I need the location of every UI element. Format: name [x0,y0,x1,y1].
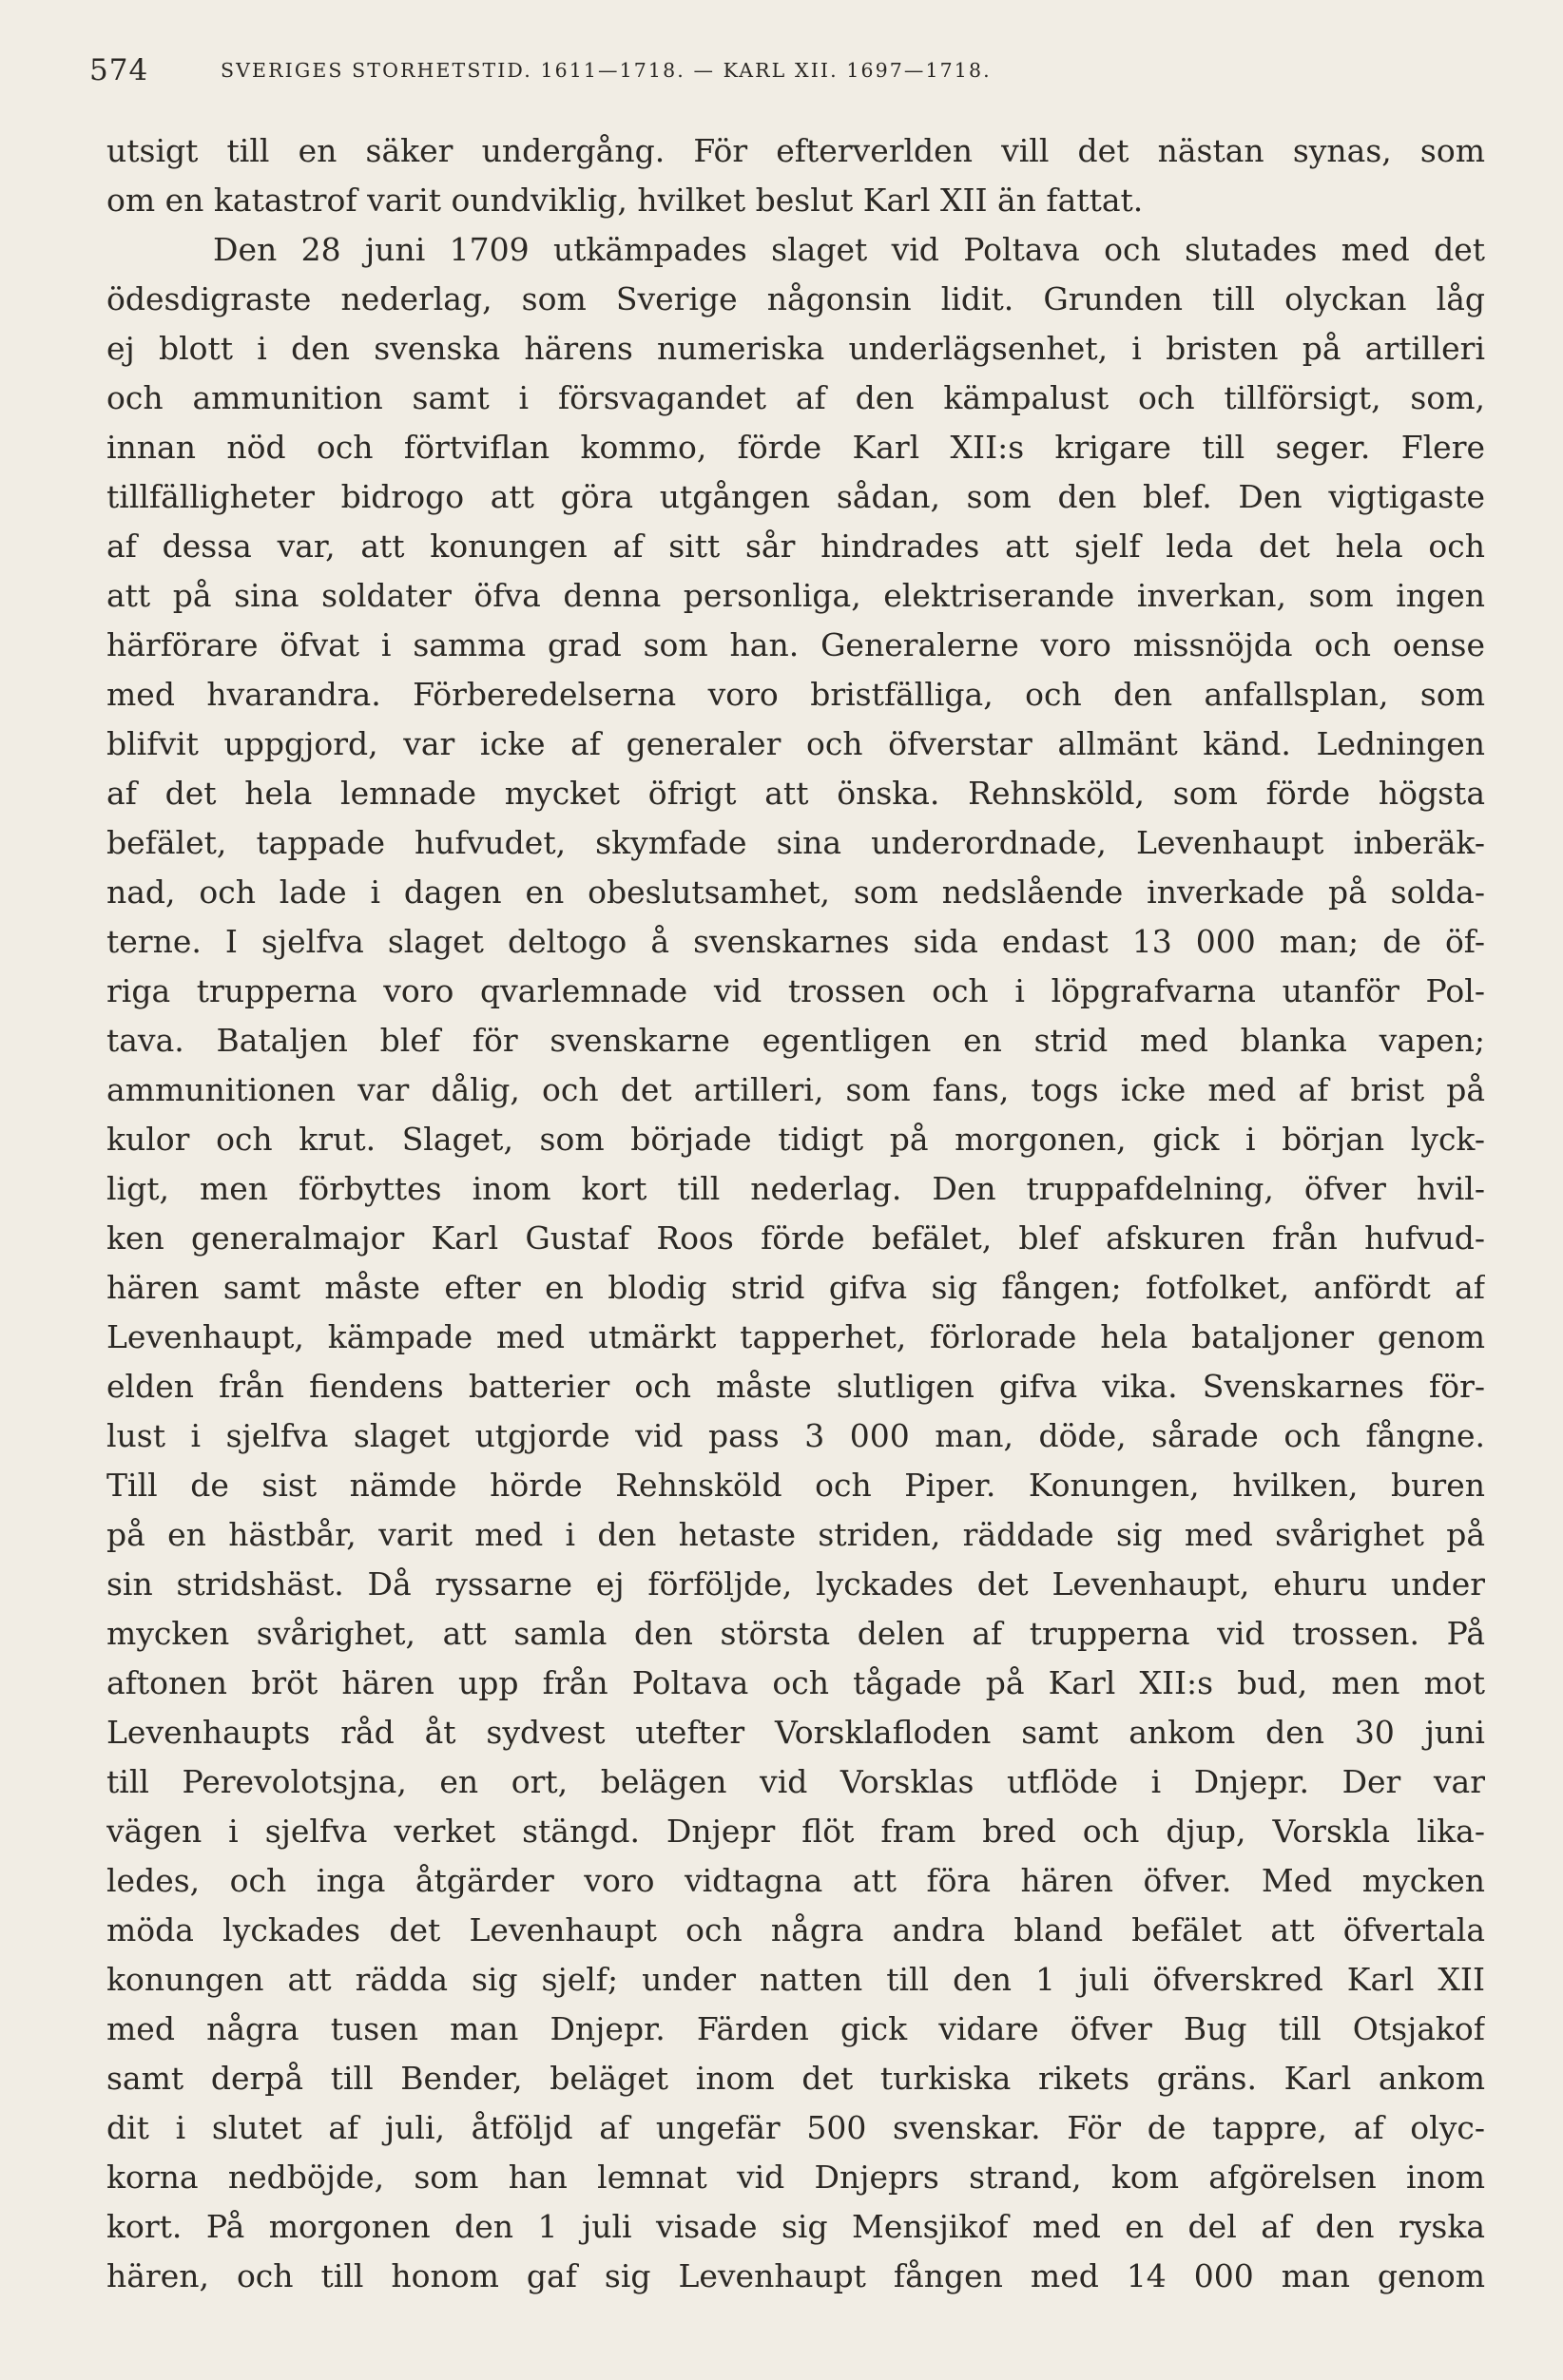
text-line: innan nöd och förtviflan kommo, förde Karl XII:s krigare till seger. Flere [106,429,1485,466]
text-line: ödesdigraste nederlag, som Sverige någonsin lidit. Grunden till olyckan låg [106,280,1485,317]
text-line: konungen att rädda sig sjelf; under natten till den 1 juli öfverskred Karl XII [106,1961,1485,1998]
text-line: möda lyckades det Levenhaupt och några andra bland befälet att öfvertala [106,1911,1485,1948]
text-line: kulor och krut. Slaget, som började tidigt på morgonen, gick i början lyck- [106,1121,1485,1158]
text-line: till Perevolotsjna, en ort, belägen vid Vorsklas utflöde i Dnjepr. Der var [106,1763,1485,1800]
text-line: ledes, och inga åtgärder voro vidtagna att föra hären öfver. Med mycken [106,1862,1485,1899]
text-line: och ammunition samt i försvagandet af den kämpalust och tillförsigt, som, [106,379,1485,416]
text-line: tava. Bataljen blef för svenskarne egentligen en strid med blanka vapen; [106,1022,1485,1059]
text-line: af det hela lemnade mycket öfrigt att önska. Rehnsköld, som förde högsta [106,775,1485,812]
text-line: dit i slutet af juli, åtföljd af ungefär 500 svenskar. För de tappre, af olyc- [106,2109,1485,2146]
text-line: ligt, men förbyttes inom kort till nederlag. Den truppafdelning, öfver hvil- [106,1170,1485,1207]
text-line: med hvarandra. Förberedelserna voro bristfälliga, och den anfallsplan, som [106,676,1485,713]
text-line: vägen i sjelfva verket stängd. Dnjepr flöt fram bred och djup, Vorskla lika- [106,1813,1485,1850]
text-line: elden från fiendens batterier och måste slutligen gifva vika. Svenskarnes för- [106,1368,1485,1405]
body-text [106,126,1485,2322]
text-line: befälet, tappade hufvudet, skymfade sina underordnade, Levenhaupt inberäk- [106,824,1485,861]
text-line: med några tusen man Dnjepr. Färden gick vidare öfver Bug till Otsjakof [106,2010,1485,2047]
text-line: nad, och lade i dagen en obeslutsamhet, som nedslående inverkade på solda- [106,873,1485,911]
text-line: blifvit uppgjord, var icke af generaler och öfverstar allmänt känd. Ledningen [106,725,1485,762]
text-line: riga trupperna voro qvarlemnade vid trossen och i löpgrafvarna utanför Pol- [106,972,1485,1009]
page-number: 574 [89,53,149,87]
text-line: mycken svårighet, att samla den största delen af trupperna vid trossen. På [106,1615,1485,1652]
text-line: ken generalmajor Karl Gustaf Roos förde befälet, blef afskuren från hufvud- [106,1219,1485,1257]
text-line: hären, och till honom gaf sig Levenhaupt fången med 14 000 man genom [106,2257,1485,2294]
page-header [89,51,1498,89]
text-line: korna nedböjde, som han lemnat vid Dnjeprs strand, kom afgörelsen inom [106,2159,1485,2196]
text-line: terne. I sjelfva slaget deltogo å svenskarnes sida endast 13 000 man; de öf- [106,923,1485,960]
text-line: hären samt måste efter en blodig strid gifva sig fången; fotfolket, anfördt af [106,1269,1485,1306]
text-line: kort. På morgonen den 1 juli visade sig Mensjikof med en del af den ryska [106,2208,1485,2245]
text-line: Till de sist nämde hörde Rehnsköld och Piper. Konungen, hvilken, buren [106,1467,1485,1504]
text-line: Levenhaupt, kämpade med utmärkt tapperhet, förlorade hela bataljoner genom [106,1318,1485,1355]
text-line: sin stridshäst. Då ryssarne ej förföljde, lyckades det Levenhaupt, ehuru under [106,1565,1485,1603]
running-head: SVERIGES STORHETSTID. 1611—1718. — KARL XII. 1697—1718. [221,59,992,82]
text-line: samt derpå till Bender, beläget inom det turkiska rikets gräns. Karl ankom [106,2060,1485,2097]
text-line: härförare öfvat i samma grad som han. Generalerne voro missnöjda och oense [106,626,1485,663]
text-line: tillfälligheter bidrogo att göra utgången sådan, som den blef. Den vigtigaste [106,478,1485,515]
text-line: ej blott i den svenska härens numeriska underlägsenhet, i bristen på artilleri [106,330,1485,367]
text-line: ammunitionen var dålig, och det artilleri, som fans, togs icke med af brist på [106,1071,1485,1108]
text-line: aftonen bröt hären upp från Poltava och tågade på Karl XII:s bud, men mot [106,1664,1485,1701]
text-line: att på sina soldater öfva denna personliga, elektriserande inverkan, som ingen [106,577,1485,614]
text-line: af dessa var, att konungen af sitt sår hindrades att sjelf leda det hela och [106,528,1485,565]
text-line: utsigt till en säker undergång. För efterverlden vill det nästan synas, som [106,132,1485,169]
text-line: lust i sjelfva slaget utgjorde vid pass 3 000 man, döde, sårade och fångne. [106,1417,1485,1454]
text-line: på en hästbår, varit med i den hetaste striden, räddade sig med svårighet på [106,1516,1485,1553]
text-line: Den 28 juni 1709 utkämpades slaget vid Poltava och slutades med det [213,231,1485,268]
text-line: om en katastrof varit oundviklig, hvilket beslut Karl XII än fattat. [106,182,1144,219]
text-line: Levenhaupts råd åt sydvest utefter Vorsklafloden samt ankom den 30 juni [106,1714,1485,1751]
